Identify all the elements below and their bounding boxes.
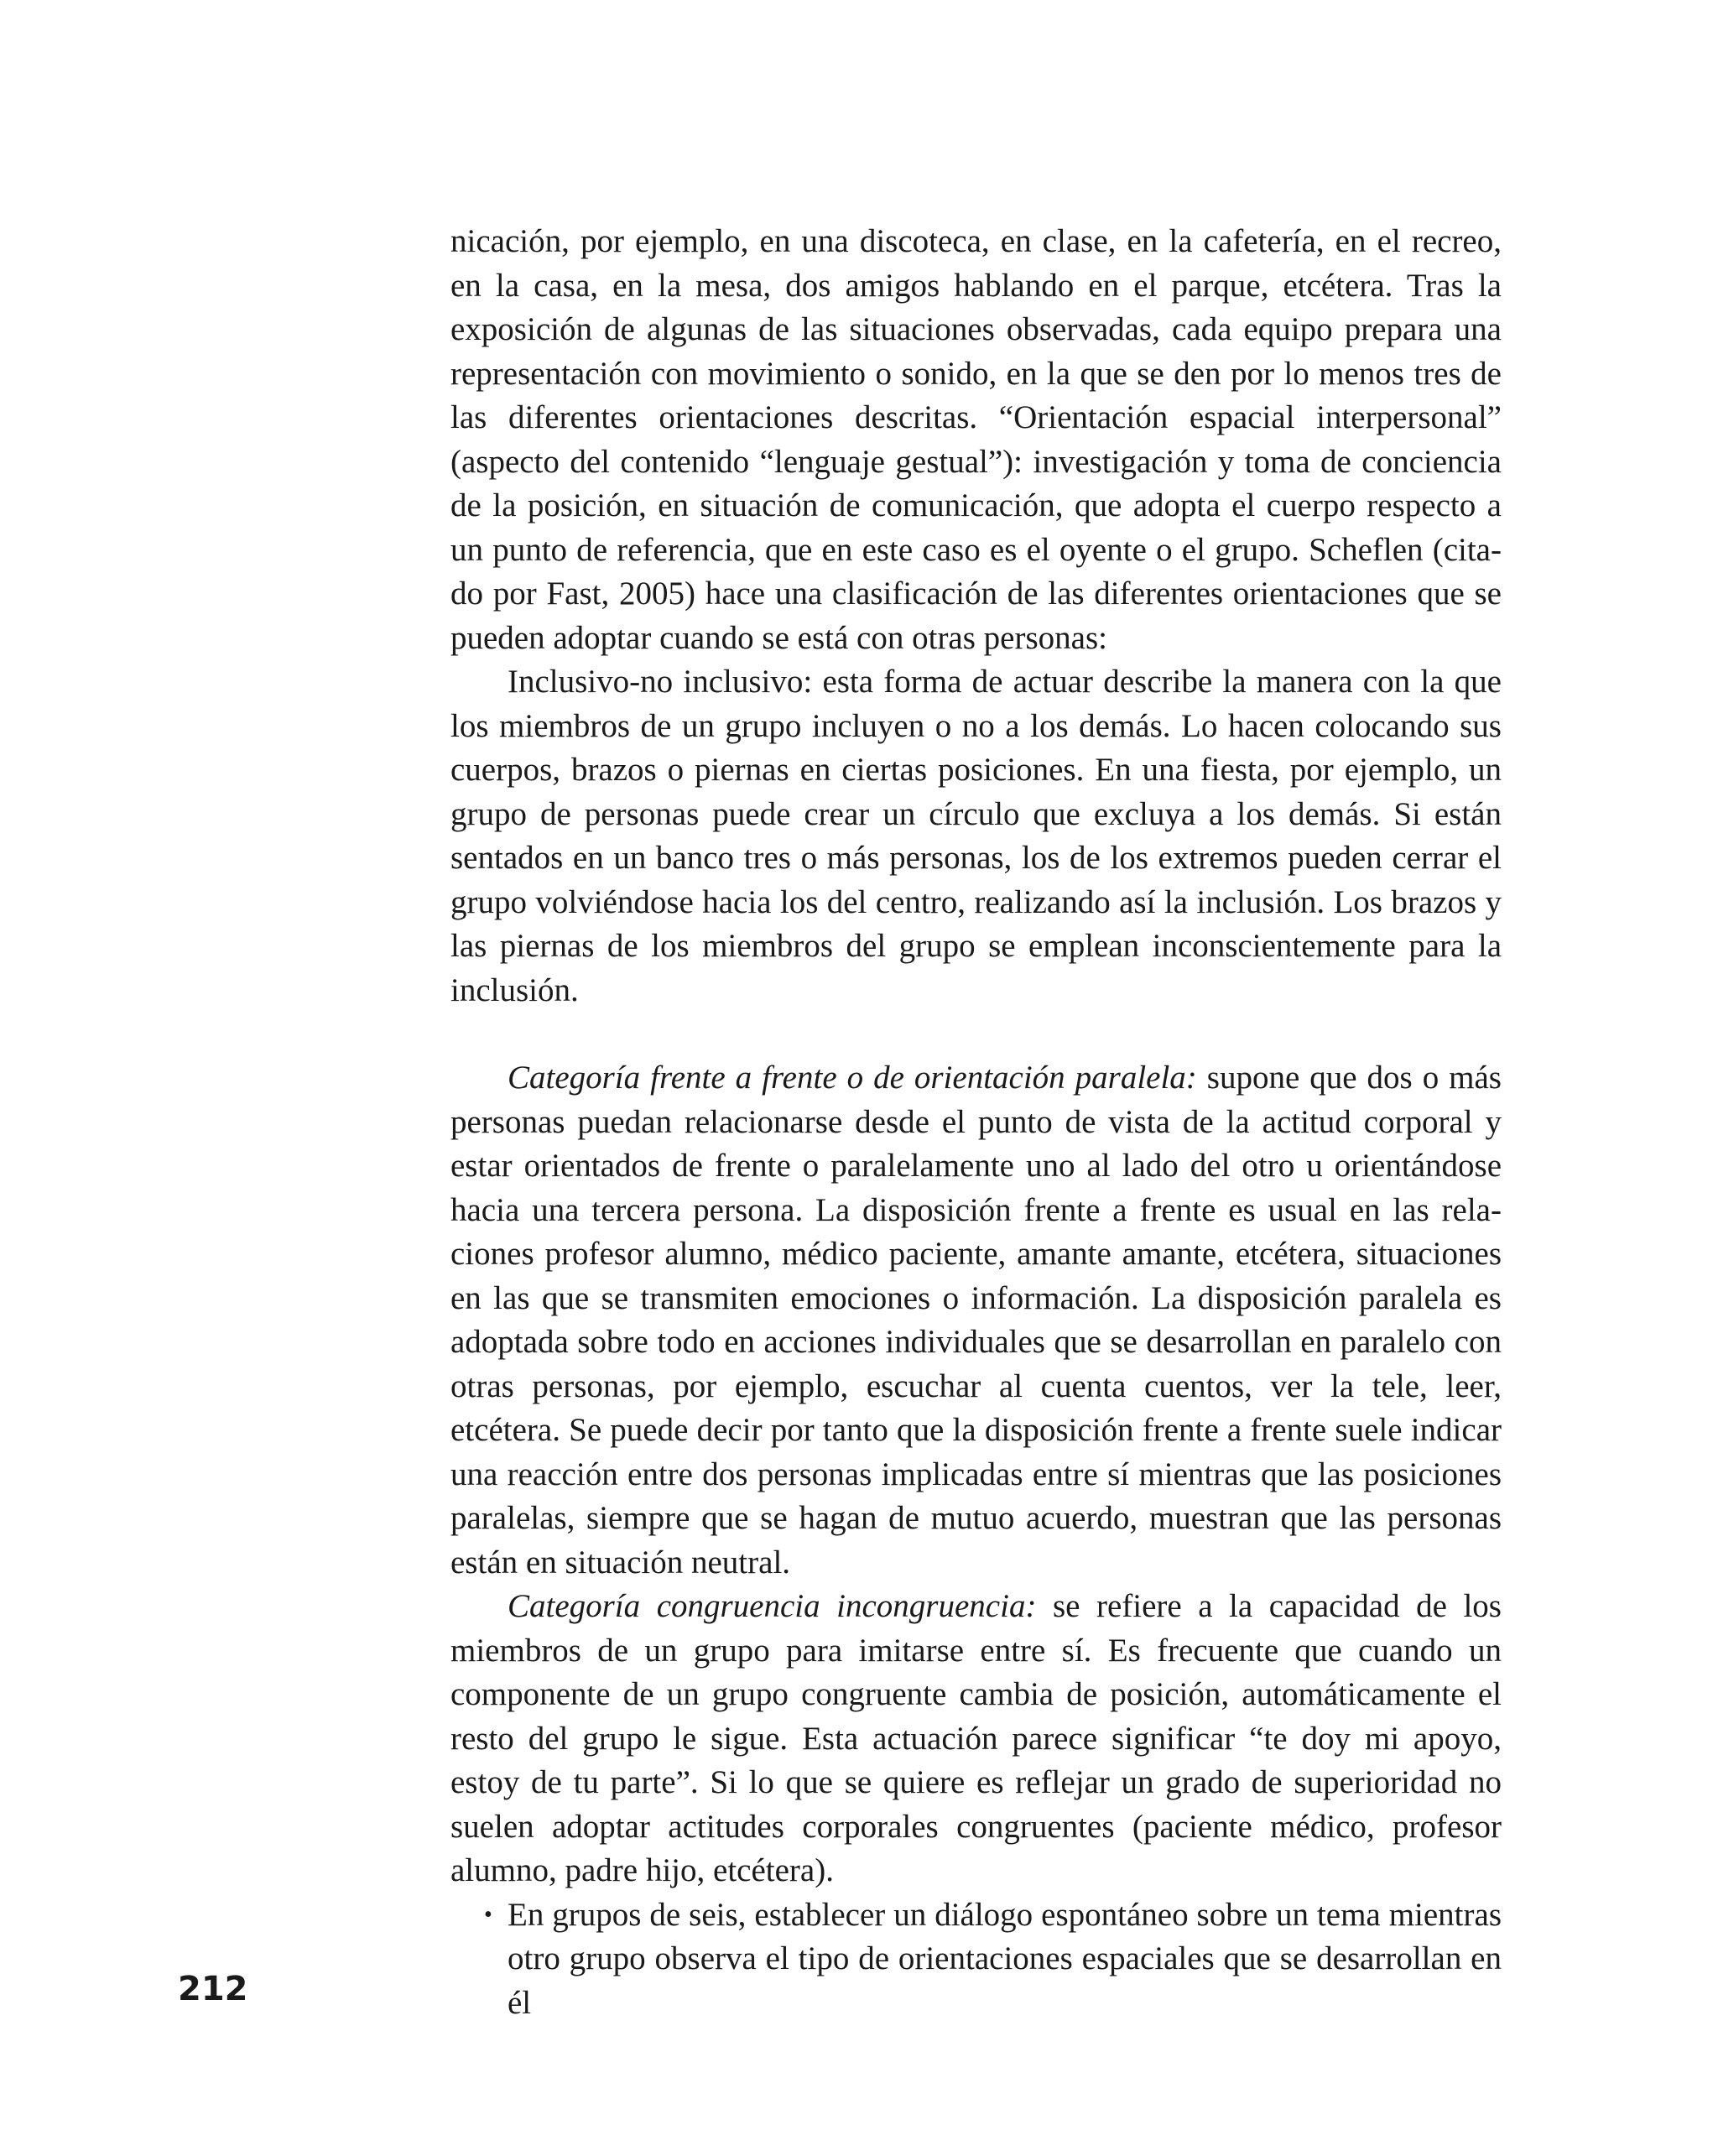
body-text: [450, 220, 1502, 2025]
term-congruence: Categoría congruencia incongruencia:: [508, 1588, 1037, 1624]
paragraph-congruence: [450, 1585, 1502, 1893]
paragraph-face-to-face-text: supone que dos o más personas puedan relacionarse desde el punto de vista de la actitud corporal y estar orientados de frente o paralelamente uno al lado del otro u orientándose hacia una tercera persona. La disposición frente a frente es usual en las relaciones profesor alumno, médico paciente, amante amante, etcétera, situaciones en las que se transmiten emociones o información. La disposición paralela es adoptada sobre todo en acciones individuales que se desarrollan en paralelo con otras personas, por ejemplo, escuchar al cuenta cuentos, ver la tele, leer, etcétera. Se puede decir por tanto que la disposición frente a frente suele indicar una reacción entre dos personas implicadas entre sí mientras que las posiciones paralelas, siempre que se hagan de mutuo acuerdo, muestran que las personas están en situación neutral.: [450, 1060, 1502, 1581]
list-item: [450, 1893, 1502, 2026]
bullet-icon: •: [484, 1901, 492, 1928]
paragraph-face-to-face: [450, 1056, 1502, 1585]
bullet-list: [450, 1893, 1502, 2026]
page-number: 212: [178, 1970, 248, 2008]
paragraph-inclusive: Inclusivo-no inclusivo: esta forma de actuar describe la manera con la que los miembros de un grupo incluyen o no a los demás. Lo hacen colocando sus cuerpos, brazos o piernas en ciertas posiciones. En una fiesta, por ejemplo, un grupo de personas puede crear un círculo que excluya a los demás. Si están sentados en un banco tres o más personas, los de los extremos pueden cerrar el grupo volviéndose hacia los del centro, realizando así la inclusión. Los brazos y las piernas de los miembros del grupo se emplean inconscientemente para la inclusión.: [450, 664, 1502, 1008]
list-item-text: En grupos de seis, establecer un diálogo espontáneo sobre un tema mientras otro grupo observa el tipo de orientaciones espaciales que se desarrollan en él: [508, 1896, 1502, 2021]
term-face-to-face: Categoría frente a frente o de orientación paralela:: [508, 1060, 1197, 1096]
paragraph-continuation: nicación, por ejemplo, en una discoteca, en clase, en la cafetería, en el recreo, en la casa, en la mesa, dos amigos hablando en el parque, etcétera. Tras la exposición de algunas de las situaciones observadas, cada equipo prepara una representación con movimiento o sonido, en la que se den por lo menos tres de las diferentes orientaciones descritas. “Orientación espacial interpersonal” (aspecto del contenido “lenguaje gestual”): investigación y toma de conciencia de la posición, en situación de comunicación, que adopta el cuerpo respecto a un punto de referencia, que en este caso es el oyente o el grupo. Scheflen (citado por Fast, 2005) hace una clasificación de las diferentes orientaciones que se pueden adoptar cuando se está con otras personas:: [450, 223, 1502, 656]
paragraph-congruence-text: se refiere a la capacidad de los miembros de un grupo para imitarse entre sí. Es frecuente que cuando un componente de un grupo congruente cambia de posición, automáticamente el resto del grupo le sigue. Esta actuación parece significar “te doy mi apoyo, estoy de tu parte”. Si lo que se quiere es reflejar un grado de superioridad no suelen adoptar actitudes corporales congruentes (paciente médico, profesor alumno, padre hijo, etcétera).: [450, 1588, 1502, 1888]
